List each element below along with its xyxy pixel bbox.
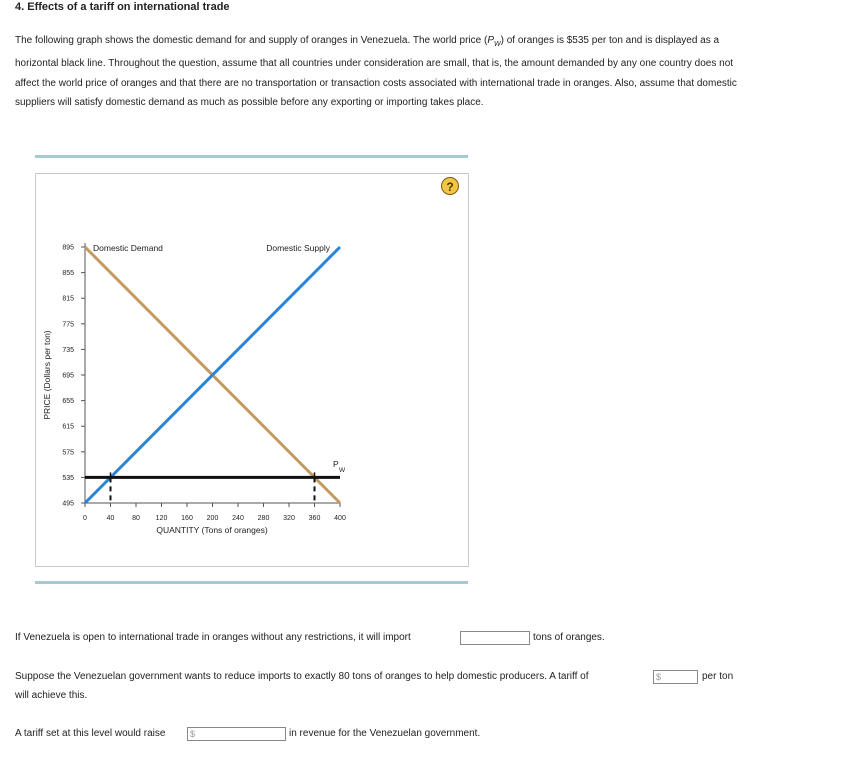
demand-label: Domestic Demand — [93, 243, 163, 253]
y-tick-label: 655 — [62, 398, 74, 406]
x-tick-label: 400 — [334, 515, 346, 522]
y-tick-label: 775 — [62, 321, 74, 329]
q2-line2: will achieve this. — [15, 690, 88, 701]
supply-label: Domestic Supply — [266, 243, 330, 253]
tariff-input[interactable]: $ — [653, 670, 698, 684]
y-axis-title: PRICE (Dollars per ton) — [42, 330, 52, 420]
y-tick-label: 575 — [62, 449, 74, 457]
x-tick-label: 280 — [257, 515, 270, 522]
q1-text: If Venezuela is open to international trade in oranges without any restrictions, it will import — [15, 632, 411, 643]
x-tick-label: 360 — [308, 515, 321, 522]
world-price-label-sub: W — [339, 467, 346, 474]
x-tick-label: 320 — [283, 515, 295, 522]
x-tick-label: 200 — [206, 515, 219, 522]
y-tick-label: 535 — [62, 474, 74, 482]
world-price-label: P — [333, 459, 339, 469]
question-1 — [15, 632, 411, 643]
x-tick-label: 0 — [83, 515, 87, 522]
question-3 — [15, 728, 165, 739]
x-axis-title: QUANTITY (Tons of oranges) — [156, 525, 268, 535]
imports-input[interactable] — [460, 631, 530, 645]
y-tick-label: 855 — [62, 270, 74, 278]
y-tick-label: 695 — [62, 372, 74, 380]
y-tick-label: 815 — [62, 295, 74, 303]
q2-text: Suppose the Venezuelan government wants to reduce imports to exactly 80 tons of oranges to help domestic producers. A tariff of — [15, 671, 589, 682]
y-tick-label: 735 — [62, 346, 74, 354]
intro-part2: ) of oranges is $535 per ton and is displayed as a horizontal black line. Throughout the question, assume that all countries under consideration are small, that is, the amount demanded by any one country does not affect the world price of oranges and that there are no transportation or transaction costs associated with international trade in oranges. Also, assume that domestic suppliers will satisfy domestic demand as much as possible before any exporting or importing takes place. — [15, 35, 737, 108]
x-tick-label: 120 — [155, 515, 168, 522]
q1-unit: tons of oranges. — [533, 632, 605, 643]
help-icon[interactable]: ? — [441, 177, 459, 195]
x-tick-label: 80 — [132, 515, 140, 522]
y-tick-label: 615 — [62, 423, 74, 431]
q3-unit: in revenue for the Venezuelan government. — [289, 728, 481, 739]
x-tick-label: 160 — [181, 515, 193, 522]
question-2 — [15, 671, 589, 682]
y-tick-label: 495 — [62, 500, 74, 508]
q2-unit: per ton — [702, 671, 734, 682]
question-title: 4. Effects of a tariff on international trade — [15, 1, 230, 13]
x-tick-label: 40 — [106, 515, 115, 522]
q3-text: A tariff set at this level would raise — [15, 728, 166, 739]
pw-symbol: $P_W$ — [487, 35, 501, 48]
x-tick-label: 240 — [232, 515, 244, 522]
y-tick-label: 895 — [62, 244, 74, 252]
intro-part1: The following graph shows the domestic demand for and supply of oranges in Venezuela. The world price ( — [15, 35, 488, 46]
revenue-input[interactable]: $ — [187, 727, 286, 741]
